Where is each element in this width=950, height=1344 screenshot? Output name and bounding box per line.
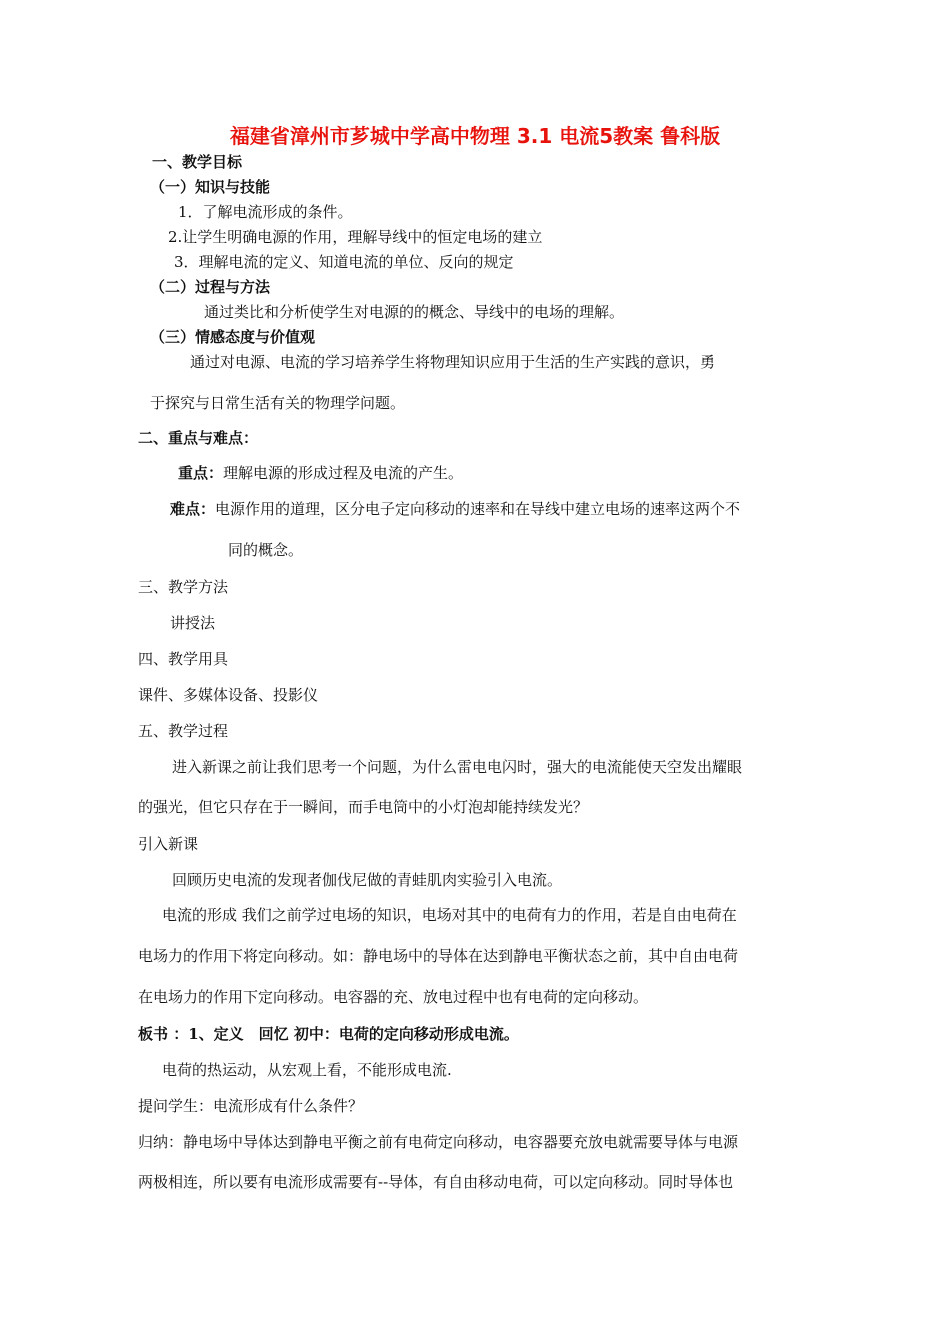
subheading-attitude-values: （三）情感态度与价值观 [150, 328, 316, 346]
key-point-line [178, 463, 463, 483]
heading-key-difficult-points: 二、重点与难点： [138, 429, 259, 447]
heading-teaching-tools: 四、教学用具 [138, 650, 229, 668]
new-lesson-label: 引入新课 [138, 835, 199, 853]
document-title: 福建省漳州市芗城中学高中物理 3.1 电流5教案 鲁科版 [229, 124, 721, 148]
key-point-text: 理解电源的形成过程及电流的产生。 [223, 464, 464, 482]
difficult-point-line [170, 499, 740, 519]
current-formation-line-3: 在电场力的作用下定向移动。电容器的充、放电过程中也有电荷的定向移动。 [138, 988, 649, 1006]
attitude-text-line-2: 于探究与日常生活有关的物理学问题。 [150, 394, 406, 412]
subheading-knowledge-skills: （一）知识与技能 [150, 178, 271, 196]
key-point-label: 重点： [178, 464, 224, 482]
attitude-text-line-1: 通过对电源、电流的学习培养学生将物理知识应用于生活的生产实践的意识，勇 [190, 353, 716, 371]
goal-item-2: 2.让学生明确电源的作用，理解导线中的恒定电场的建立 [168, 228, 543, 246]
heading-teaching-method: 三、教学方法 [138, 578, 229, 596]
goal-item-1: 1．了解电流形成的条件。 [178, 203, 353, 221]
current-formation-line-1: 电流的形成 我们之前学过电场的知识，电场对其中的电荷有力的作用，若是自由电荷在 [162, 906, 737, 924]
summary-line-2: 两极相连，所以要有电流形成需要有--导体，有自由移动电荷，可以定向移动。同时导体也 [138, 1173, 734, 1191]
thermal-motion-text: 电荷的热运动，从宏观上看，不能形成电流. [162, 1061, 452, 1079]
heading-teaching-process: 五、教学过程 [138, 722, 229, 740]
history-review-text: 回顾历史电流的发现者伽伐尼做的青蛙肌肉实验引入电流。 [172, 871, 563, 889]
teaching-method-text: 讲授法 [170, 614, 216, 632]
difficult-point-label: 难点： [170, 500, 216, 518]
heading-teaching-goals: 一、教学目标 [152, 153, 243, 171]
intro-question-line-2: 的强光，但它只存在于一瞬间，而手电筒中的小灯泡却能持续发光？ [138, 798, 589, 816]
process-method-text: 通过类比和分析使学生对电源的的概念、导线中的电场的理解。 [204, 303, 625, 321]
question-students-text: 提问学生：电流形成有什么条件？ [138, 1097, 364, 1115]
current-formation-line-2: 电场力的作用下将定向移动。如：静电场中的导体在达到静电平衡状态之前，其中自由电荷 [138, 947, 739, 965]
intro-question-line-1: 进入新课之前让我们思考一个问题，为什么雷电电闪时，强大的电流能使天空发出耀眼 [172, 758, 743, 776]
subheading-process-method: （二）过程与方法 [150, 278, 271, 296]
summary-line-1: 归纳：静电场中导体达到静电平衡之前有电荷定向移动，电容器要充放电就需要导体与电源 [138, 1133, 739, 1151]
difficult-point-text-cont: 同的概念。 [228, 541, 304, 559]
board-writing-definition: 板书 ：1、定义 回忆 初中：电荷的定向移动形成电流。 [138, 1025, 519, 1043]
goal-item-3: 3．理解电流的定义、知道电流的单位、反向的规定 [174, 253, 514, 271]
teaching-tools-text: 课件、多媒体设备、投影仪 [138, 686, 319, 704]
difficult-point-text: 电源作用的道理，区分电子定向移动的速率和在导线中建立电场的速率这两个不 [215, 500, 741, 518]
